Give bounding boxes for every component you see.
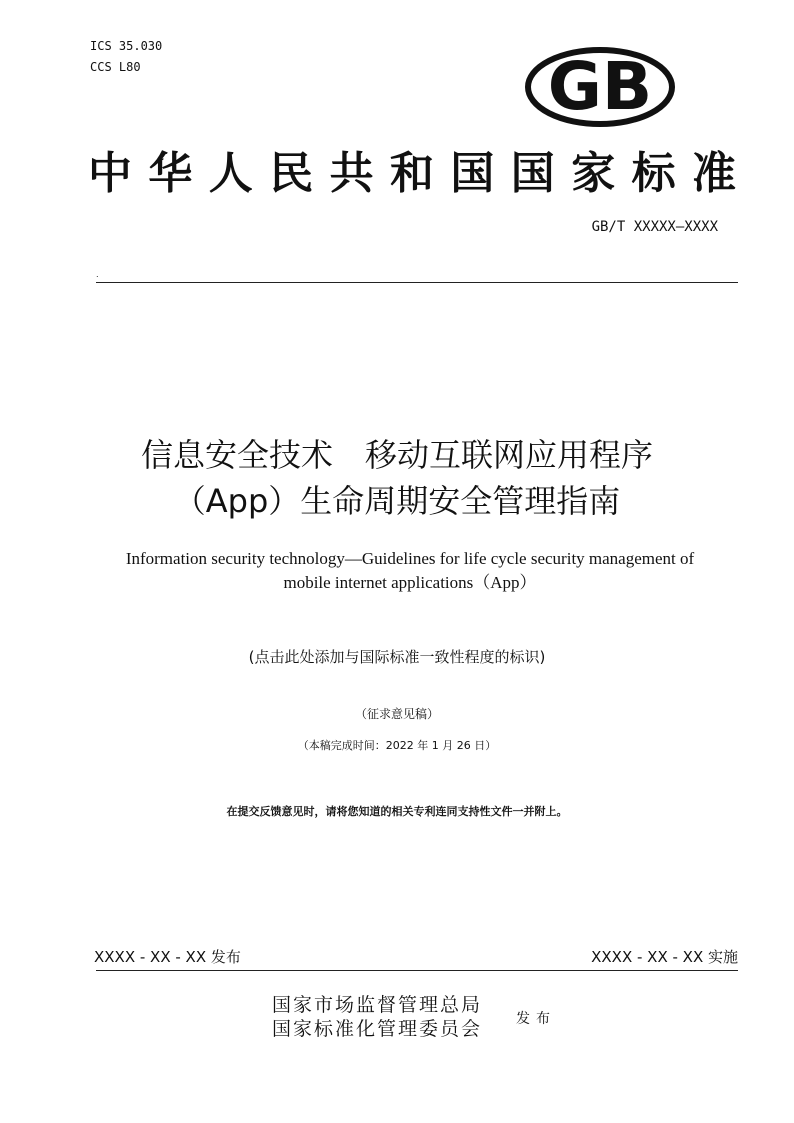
publish-label: 发布 bbox=[516, 1012, 556, 1027]
ccs-code: CCS L80 bbox=[90, 60, 141, 74]
national-standard-title: 中华人民共和国国家标准 bbox=[88, 149, 738, 198]
gb-logo bbox=[525, 47, 675, 127]
consistency-note: (点击此处添加与国际标准一致性程度的标识) bbox=[248, 648, 546, 666]
tiny-mark: . bbox=[96, 270, 99, 279]
english-title-line-1: Information security technology—Guidelines for life cycle security management of bbox=[125, 549, 695, 568]
bottom-divider bbox=[96, 970, 738, 971]
chinese-title-line-2: （App）生命周期安全管理指南 bbox=[173, 482, 621, 520]
english-title bbox=[80, 547, 740, 595]
issuing-authorities bbox=[272, 994, 482, 1042]
draft-label: （征求意见稿） bbox=[354, 707, 439, 721]
issuer-sac: 国家标准化管理委员会 bbox=[272, 1019, 483, 1040]
ics-code: ICS 35.030 bbox=[90, 39, 163, 53]
english-title-line-2: mobile internet applications（App） bbox=[283, 573, 537, 592]
gb-logo-text: GB bbox=[547, 48, 653, 125]
issuer-samr: 国家市场监督管理总局 bbox=[272, 995, 483, 1016]
patent-notice: 在提交反馈意见时，请将您知道的相关专利连同支持性文件一并附上。 bbox=[226, 805, 568, 818]
completion-time: （本稿完成时间：2022 年 1 月 26 日） bbox=[297, 739, 497, 752]
release-date: XXXX - XX - XX 发布 bbox=[94, 948, 241, 966]
chinese-title bbox=[47, 432, 747, 524]
chinese-title-line-1: 信息安全技术 移动互联网应用程序 bbox=[140, 436, 653, 474]
implementation-date: XXXX - XX - XX 实施 bbox=[591, 948, 738, 966]
standard-number: GB/T XXXXX—XXXX bbox=[591, 219, 718, 235]
top-divider bbox=[96, 282, 738, 283]
classification-codes bbox=[90, 36, 162, 78]
